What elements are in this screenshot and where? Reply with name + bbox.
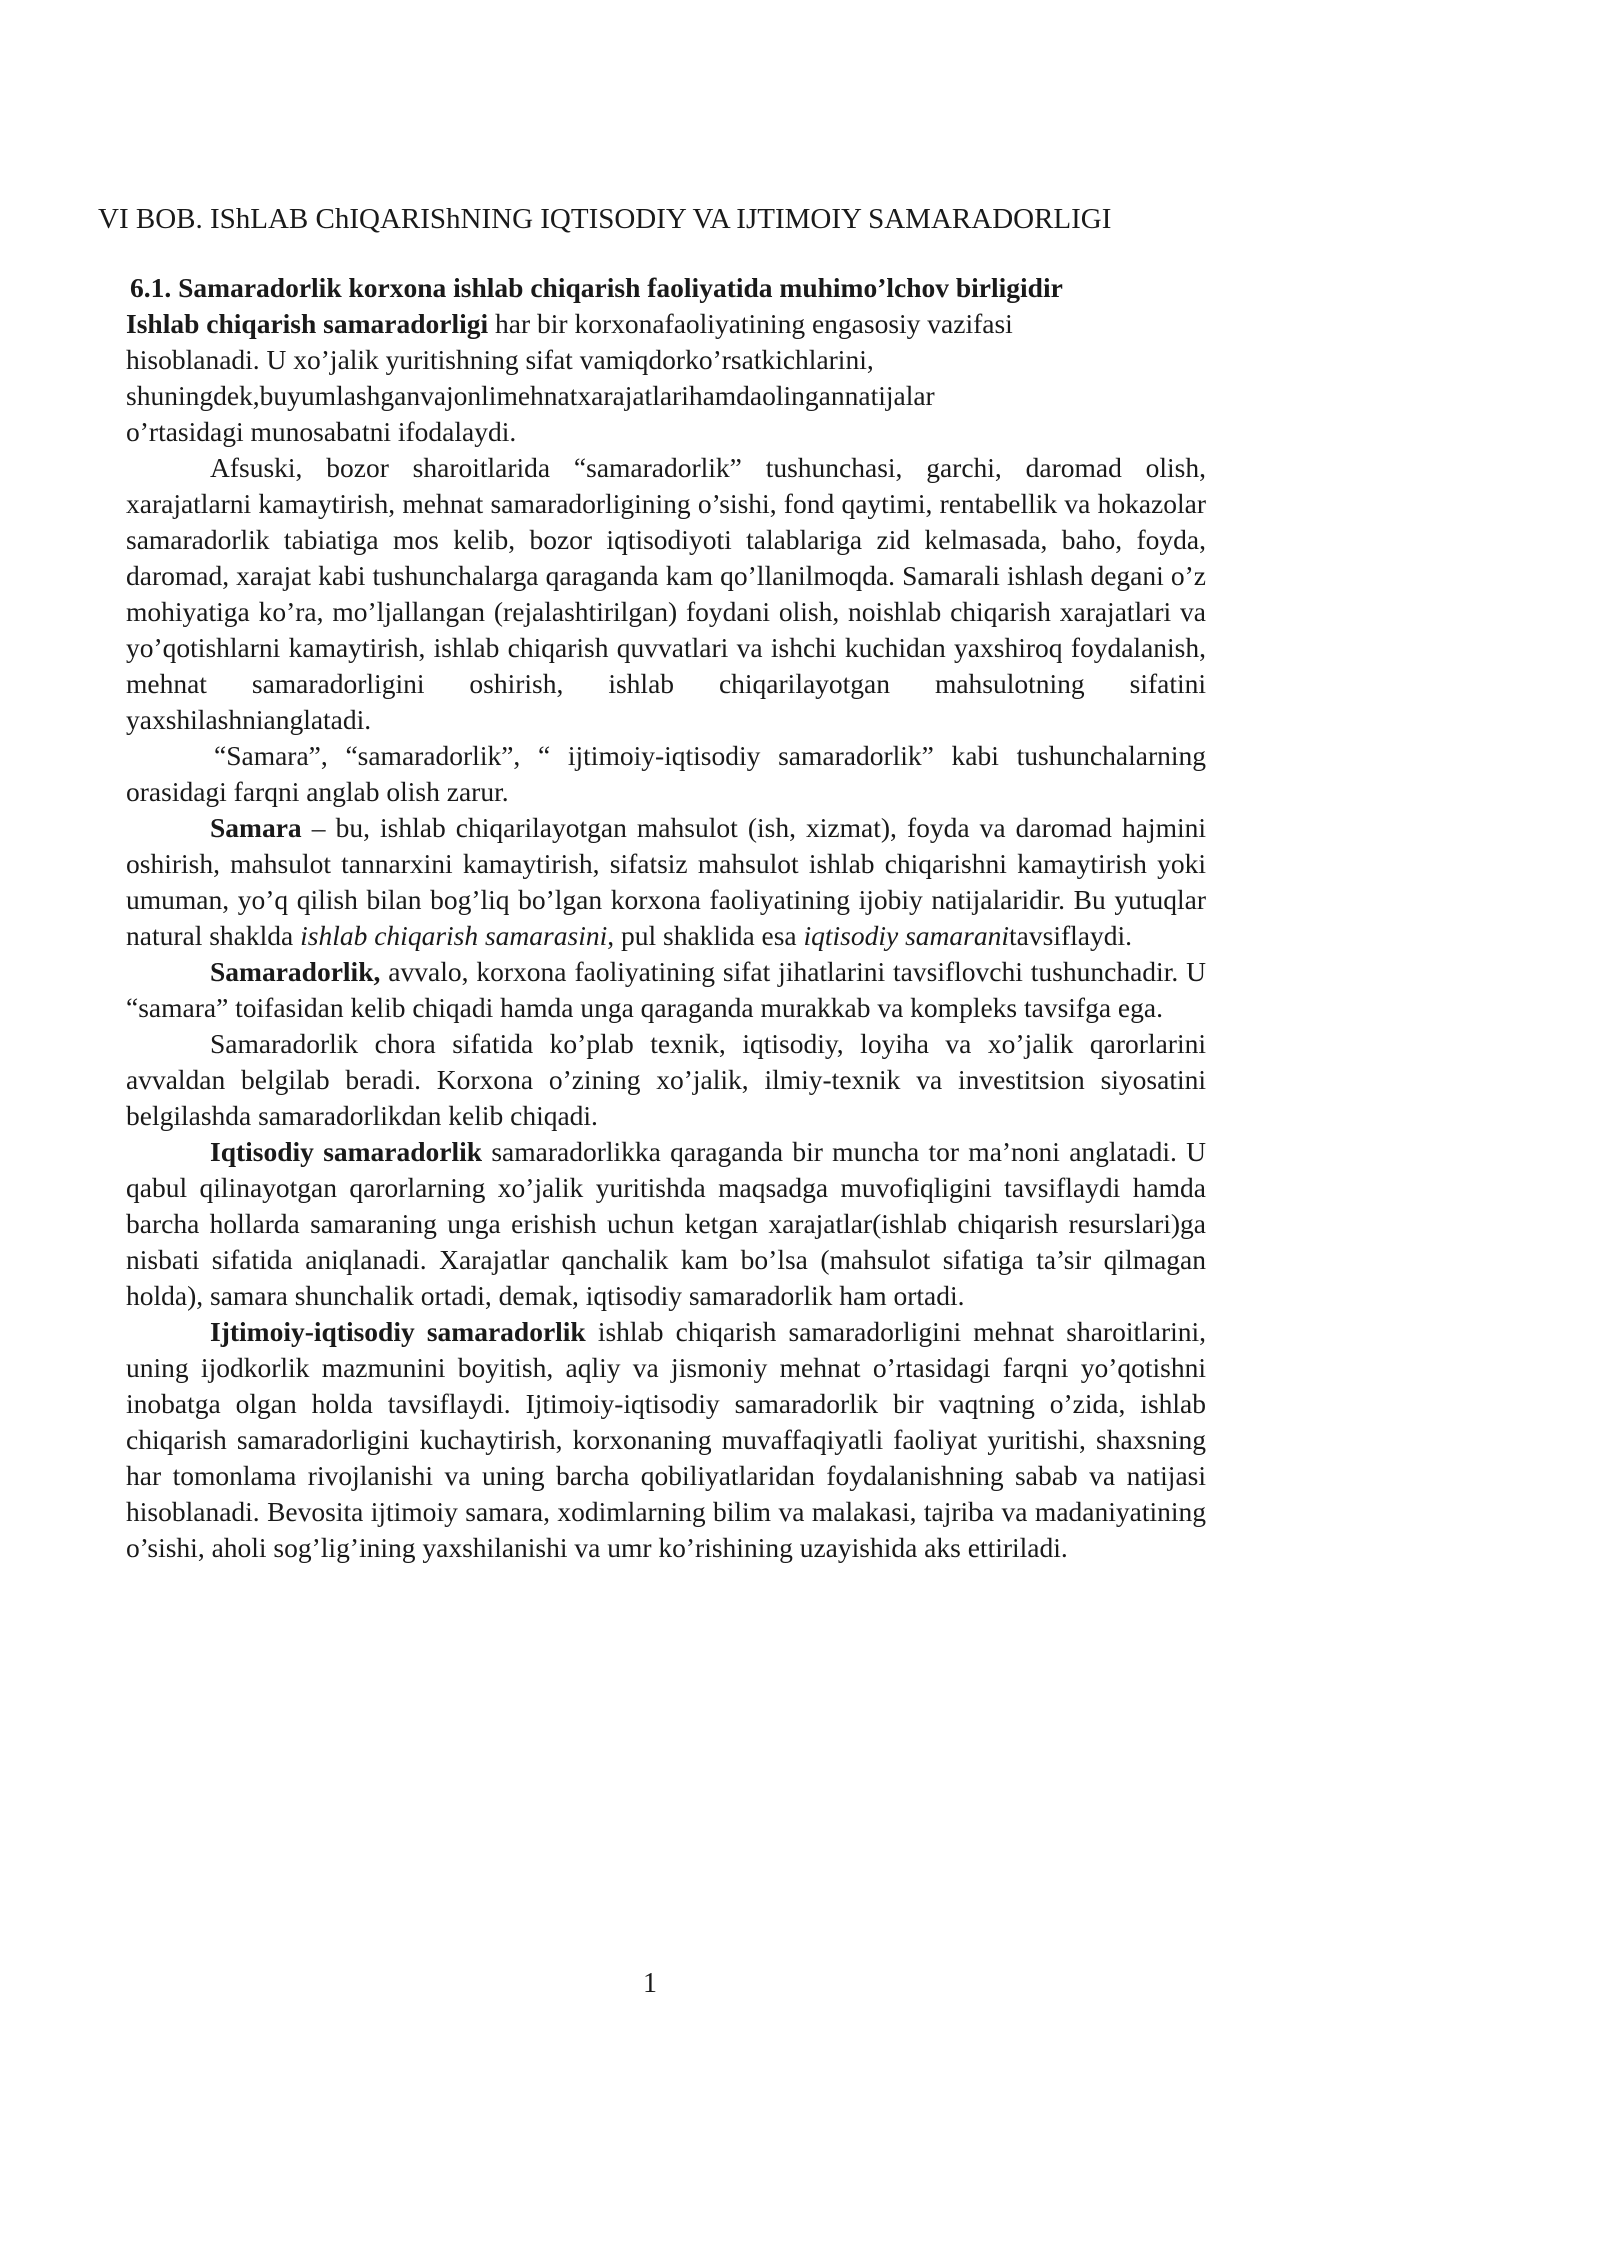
samara-text-3: tavsiflaydi.	[1009, 920, 1132, 951]
samara-italic-1: ishlab chiqarish samarasini	[300, 920, 608, 951]
intro-line-3: shuningdek,buyumlashganvajonlimehnatxarajatlarihamdaolingannatijalar	[126, 380, 935, 411]
intro-line-1-rest: har bir korxonafaoliyatining engasosiy vazifasi	[488, 308, 1013, 339]
page-number: 1	[643, 1968, 657, 1999]
iqtisodiy-text: samaradorlikka qaraganda bir muncha tor ma’noni anglatadi. U qabul qilinayotgan qarorlarning xo’jalik yuritishda maqsadga muvofiqligini tavsiflaydi hamda barcha hollarda samaraning unga erishish uchun ketgan xarajatlar(ishlab chiqarish resurslari)ga nisbati sifatida aniqlanadi. Xarajatlar qanchalik kam bo’lsa (mahsulot sifatiga ta’sir qilmagan holda), samara shunchalik ortadi, demak, iqtisodiy samaradorlik ham ortadi.	[126, 1136, 1206, 1311]
paragraph-afsuski: Afsuski, bozor sharoitlarida “samaradorlik” tushunchasi, garchi, daromad olish, xarajatlarni kamaytirish, mehnat samaradorligining o’sishi, fond qaytimi, rentabellik va hokazolar samaradorlik tabiatiga mos kelib, bozor iqtisodiyoti talablariga zid kelmasada, baho, foyda, daromad, xarajat kabi tushunchalarga qaraganda kam qo’llanilmoqda. Samarali ishlash degani o’z mohiyatiga ko’ra, mo’ljallangan (rejalashtirilgan) foydani olish, noishlab chiqarish xarajatlari va yo’qotishlarni kamaytirish, ishlab chiqarish quvvatlari va ishchi kuchidan yaxshiroq foydalanish, mehnat samaradorligini oshirish, ishlab chiqarilayotgan mahsulotning sifatini yaxshilashnianglatadi.	[126, 452, 1206, 735]
section-title: 6.1. Samaradorlik korxona ishlab chiqarish faoliyatida muhimo’lchov birligidir	[130, 272, 1063, 303]
intro-line-2: hisoblanadi. U xo’jalik yuritishning sifat vamiqdorko’rsatkichlarini,	[126, 344, 874, 375]
term-iqtisodiy-samaradorlik: Iqtisodiy samaradorlik	[210, 1136, 483, 1167]
ijtimoiy-text: ishlab chiqarish samaradorligini mehnat sharoitlarini, uning ijodkorlik mazmunini boyitish, aqliy va jismoniy mehnat o’rtasidagi farqni yo’qotishni inobatga olgan holda tavsiflaydi. Ijtimoiy-iqtisodiy samaradorlik bir vaqtning o’zida, ishlab chiqarish samaradorligini kuchaytirish, korxonaning muvaffaqiyatli faoliyat yuritishi, shaxsning har tomonlama rivojlanishi va uning barcha qobiliyatlaridan foydalanishning sabab va natijasi hisoblanadi. Bevosita ijtimoiy samara, xodimlarning bilim va malakasi, tajriba va madaniyatining o’sishi, aholi sog’lig’ining yaxshilanishi va umr ko’rishining uzayishida aks ettiriladi.	[126, 1316, 1207, 1563]
intro-line-4: o’rtasidagi munosabatni ifodalaydi.	[126, 416, 517, 447]
paragraph-chora: Samaradorlik chora sifatida ko’plab texnik, iqtisodiy, loyiha va xo’jalik qarorlarini avvaldan belgilab beradi. Korxona o’zining xo’jalik, ilmiy-texnik va investitsion siyosatini belgilashda samaradorlikdan kelib chiqadi.	[126, 1028, 1206, 1131]
intro-paragraph	[126, 306, 1206, 450]
term-samara: Samara	[210, 812, 302, 843]
paragraph-iqtisodiy	[126, 1134, 1206, 1314]
term-samaradorlik: Samaradorlik,	[210, 956, 381, 987]
intro-bold-term: Ishlab chiqarish samaradorligi	[126, 308, 489, 339]
paragraph-terms: “Samara”, “samaradorlik”, “ ijtimoiy-iqtisodiy samaradorlik” kabi tushunchalarning orasidagi farqni anglab olish zarur.	[126, 740, 1206, 807]
samara-italic-2: iqtisodiy samarani	[803, 920, 1010, 951]
document-body	[126, 306, 1206, 1566]
paragraph-samaradorlik	[126, 954, 1206, 1026]
term-ijtimoiy-iqtisodiy-samaradorlik: Ijtimoiy-iqtisodiy samaradorlik	[210, 1316, 586, 1347]
intro-line-1	[126, 306, 1206, 342]
samara-text-1: – bu, ishlab chiqarilayotgan mahsulot (ish, xizmat), foyda va daromad hajmini oshirish, mahsulot tannarxini kamaytirish, sifatsiz mahsulot ishlab chiqarishni kamaytirish yoki umuman, yo’q qilish bilan bog’liq bo’lgan korxona faoliyatining ijobiy natijalaridir. Bu yutuqlar natural shaklda	[126, 812, 1206, 951]
samaradorlik-text: avvalo, korxona faoliyatining sifat jihatlarini tavsiflovchi tushunchadir. U “samara” toifasidan kelib chiqadi hamda unga qaraganda murakkab va kompleks tavsifga ega.	[126, 956, 1206, 1023]
samara-text-2: , pul shaklida esa	[607, 920, 804, 951]
paragraph-ijtimoiy	[126, 1314, 1206, 1566]
paragraph-samara	[126, 810, 1206, 954]
chapter-title: VI BOB. IShLAB ChIQARIShNING IQTISODIY VA IJTIMOIY SAMARADORLIGI	[98, 203, 1112, 235]
